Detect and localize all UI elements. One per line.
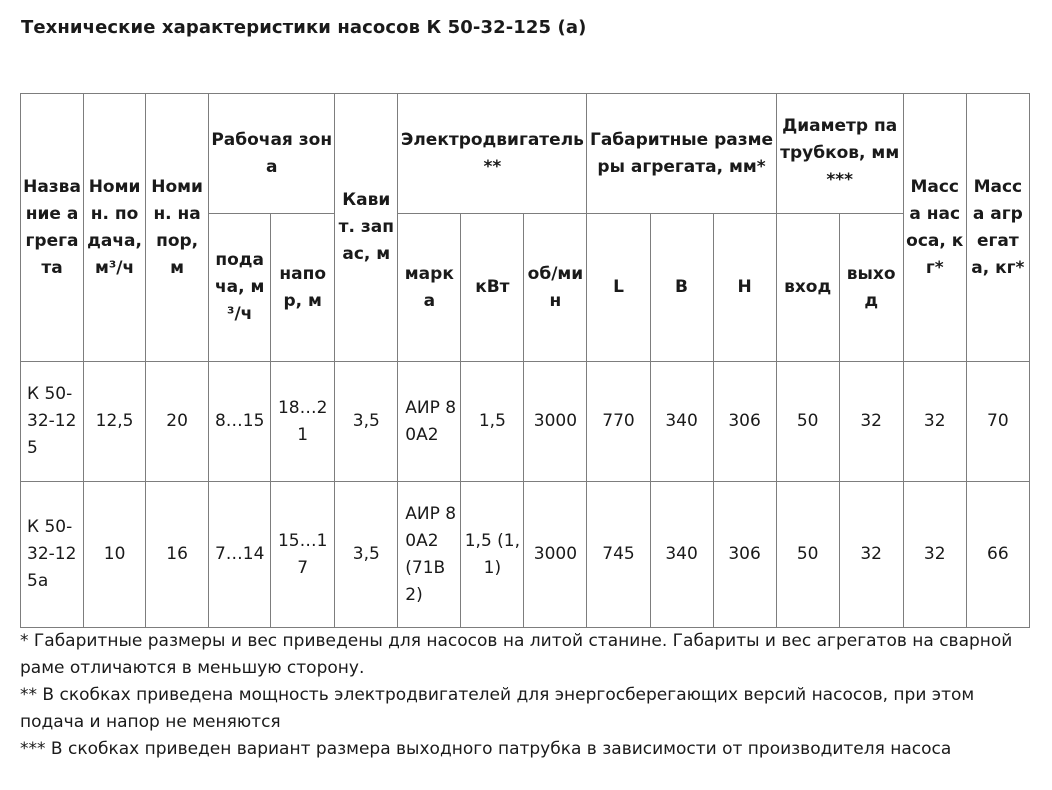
cell-dim-h: 306: [713, 482, 776, 628]
cell-name: К 50-32-125: [21, 362, 84, 482]
footnote-dimensions: * Габаритные размеры и вес приведены для насосов на литой станине. Габариты и вес агрегатов на сварной раме отличаются в меньшую сторону.: [20, 631, 1013, 678]
header-pump-mass: Масса насоса, кг*: [903, 94, 966, 362]
cell-motor-kw: 1,5 (1,1): [461, 482, 524, 628]
cell-nominal-flow: 10: [84, 482, 146, 628]
header-diameter: Диаметр патрубков, мм***: [776, 94, 903, 214]
cell-zone-head: 18…21: [271, 362, 335, 482]
header-unit-mass: Масса агрегата, кг*: [966, 94, 1029, 362]
header-nominal-flow: Номин. подача, м³/ч: [84, 94, 146, 362]
header-dim-h: H: [713, 214, 776, 362]
cell-zone-head: 15…17: [271, 482, 335, 628]
footnote-motor-power: ** В скобках приведена мощность электродвигателей для энергосберегающих версий насосов, при этом подача и напор не меняются: [20, 685, 975, 732]
header-work-zone: Рабочая зона: [209, 94, 335, 214]
cell-motor-kw: 1,5: [461, 362, 524, 482]
cell-cavitation: 3,5: [335, 482, 398, 628]
header-row-1: [21, 94, 1030, 214]
header-inlet: вход: [776, 214, 839, 362]
page-title: Технические характеристики насосов К 50-32-125 (а): [21, 17, 587, 38]
cell-dim-b: 340: [650, 362, 713, 482]
header-dim-l: L: [587, 214, 650, 362]
table-row: [21, 362, 1030, 482]
cell-unit-mass: 66: [966, 482, 1029, 628]
cell-dim-h: 306: [713, 362, 776, 482]
header-dimensions: Габаритные размеры агрегата, мм*: [587, 94, 776, 214]
cell-nominal-head: 16: [146, 482, 209, 628]
cell-nominal-head: 20: [146, 362, 209, 482]
header-zone-head: напор, м: [271, 214, 335, 362]
cell-zone-flow: 7…14: [209, 482, 271, 628]
header-motor-rpm: об/мин: [524, 214, 587, 362]
header-cavitation: Кавит. запас, м: [335, 94, 398, 362]
header-outlet: выход: [839, 214, 903, 362]
cell-motor-rpm: 3000: [524, 362, 587, 482]
cell-dim-l: 770: [587, 362, 650, 482]
header-zone-flow: подача, м³/ч: [209, 214, 271, 362]
cell-motor-rpm: 3000: [524, 482, 587, 628]
table-row: [21, 482, 1030, 628]
header-motor: Электродвигатель**: [398, 94, 587, 214]
cell-motor-brand: АИР 80А2: [398, 362, 461, 482]
cell-dim-l: 745: [587, 482, 650, 628]
header-nominal-head: Номин. напор, м: [146, 94, 209, 362]
header-motor-kw: кВт: [461, 214, 524, 362]
header-name: Название агрегата: [21, 94, 84, 362]
cell-inlet: 50: [776, 482, 839, 628]
cell-nominal-flow: 12,5: [84, 362, 146, 482]
cell-inlet: 50: [776, 362, 839, 482]
cell-dim-b: 340: [650, 482, 713, 628]
specs-table: [20, 93, 1030, 628]
cell-name: К 50-32-125а: [21, 482, 84, 628]
footnote-outlet-size: *** В скобках приведен вариант размера выходного патрубка в зависимости от производителя насоса: [20, 739, 952, 759]
cell-cavitation: 3,5: [335, 362, 398, 482]
cell-unit-mass: 70: [966, 362, 1029, 482]
cell-outlet: 32: [839, 482, 903, 628]
header-motor-brand: марка: [398, 214, 461, 362]
cell-pump-mass: 32: [903, 362, 966, 482]
cell-outlet: 32: [839, 362, 903, 482]
header-dim-b: B: [650, 214, 713, 362]
cell-motor-brand: АИР 80А2 (71В2): [398, 482, 461, 628]
cell-pump-mass: 32: [903, 482, 966, 628]
footnotes: [20, 628, 1035, 763]
cell-zone-flow: 8…15: [209, 362, 271, 482]
